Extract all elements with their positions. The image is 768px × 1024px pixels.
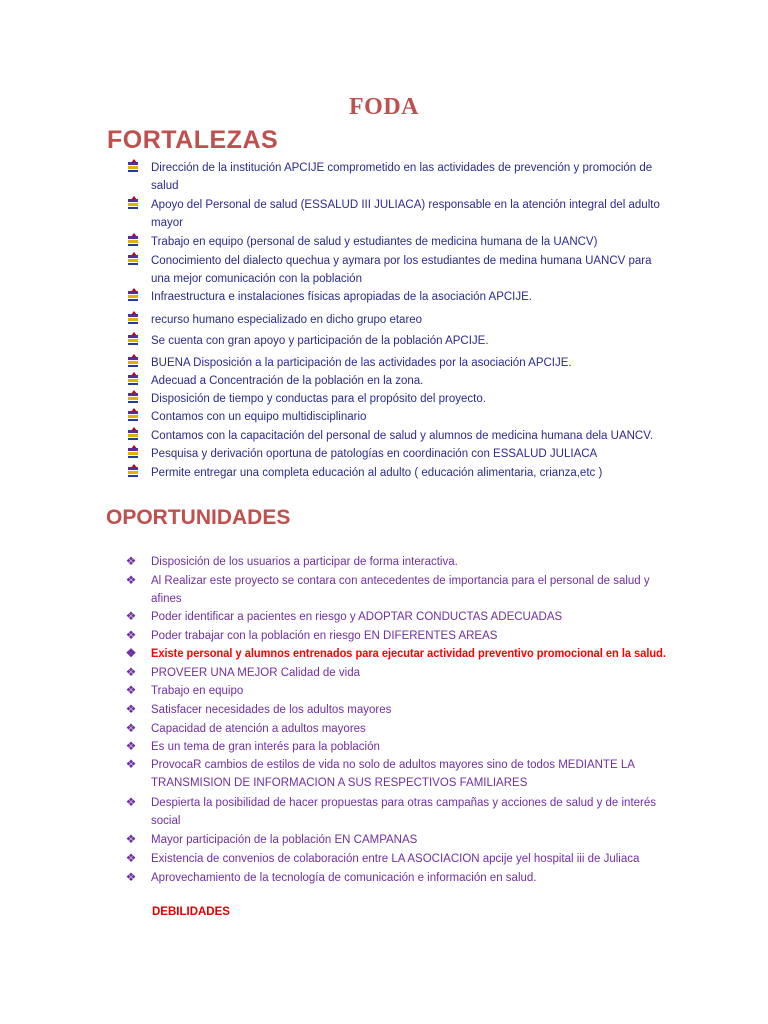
four-diamond-bullet-icon: ❖ [125, 851, 137, 865]
list-item: ❖ Es un tema de gran interés para la población [125, 739, 380, 753]
list-item: Apoyo del Personal de salud (ESSALUD III JULIACA) responsable en la atención integral del adulto mayor [151, 196, 661, 232]
stacked-arrow-bullet-icon [127, 235, 139, 247]
stacked-arrow-bullet-icon [127, 466, 139, 478]
stacked-arrow-bullet-icon [127, 392, 139, 404]
four-diamond-bullet-icon: ❖ [125, 554, 137, 568]
fortalezas-heading: FORTALEZAS [107, 126, 279, 154]
stacked-arrow-bullet-icon [127, 410, 139, 422]
list-item: Pesquisa y derivación oportuna de patologías en coordinación con ESSALUD JULIACA [151, 445, 661, 463]
four-diamond-bullet-icon: ❖ [125, 609, 137, 623]
four-diamond-bullet-icon: ❖ [125, 870, 137, 884]
list-item: Se cuenta con gran apoyo y participación de la población APCIJE. [151, 332, 661, 350]
stacked-arrow-bullet-icon [127, 290, 139, 302]
list-item: Infraestructura e instalaciones físicas apropiadas de la asociación APCIJE. [151, 288, 661, 306]
list-item: ❖ Capacidad de atención a adultos mayores [125, 721, 366, 735]
list-item: ❖ Despierta la posibilidad de hacer propuestas para otras campañas y acciones de salud y de interés social [125, 795, 657, 827]
list-item: ❖ ProvocaR cambios de estilos de vida no solo de adultos mayores sino de todos MEDIANTE LA TRANSMISION DE INFORMACION A SUS RESPECTIVOS FAMILIARES [125, 757, 635, 789]
four-diamond-bullet-icon: ❖ [125, 665, 137, 679]
debilidades-heading: DEBILIDADES [152, 906, 230, 918]
stacked-arrow-bullet-icon [127, 161, 139, 173]
stacked-arrow-bullet-icon [127, 356, 139, 368]
list-item: ❖ PROVEER UNA MEJOR Calidad de vida [125, 665, 360, 679]
document-title: FODA [349, 94, 419, 120]
four-diamond-bullet-icon: ❖ [125, 702, 137, 716]
list-item: ❖ Poder identificar a pacientes en riesgo y ADOPTAR CONDUCTAS ADECUADAS [125, 609, 563, 623]
stacked-arrow-bullet-icon [127, 334, 139, 346]
list-item: Disposición de tiempo y conductas para el propósito del proyecto. [151, 390, 661, 408]
four-diamond-bullet-icon: ❖ [125, 628, 137, 642]
stacked-arrow-bullet-icon [127, 447, 139, 459]
stacked-arrow-bullet-icon [127, 198, 139, 210]
list-item-highlight: ❖ Existe personal y alumnos entrenados para ejecutar actividad preventivo promocional en la salud. [125, 646, 666, 660]
list-item: ❖ Mayor participación de la población EN CAMPANAS [125, 832, 418, 846]
list-item: ❖ Aprovechamiento de la tecnología de comunicación e información en salud. [125, 870, 537, 884]
list-item: ❖ Poder trabajar con la población en riesgo EN DIFERENTES AREAS [125, 628, 498, 642]
four-diamond-bullet-icon: ❖ [125, 795, 137, 809]
list-item: Adecuad a Concentración de la población en la zona. [151, 372, 661, 390]
list-item: Permite entregar una completa educación al adulto ( educación alimentaria, crianza,etc ) [151, 464, 661, 482]
list-item: ❖ Trabajo en equipo [125, 683, 244, 697]
list-item: Conocimiento del dialecto quechua y aymara por los estudiantes de medina humana UANCV para una mejor comunicación con la población [151, 252, 661, 288]
four-diamond-bullet-icon: ❖ [125, 683, 137, 697]
list-item: Contamos con la capacitación del personal de salud y alumnos de medicina humana dela UANCV. [151, 427, 661, 445]
four-diamond-bullet-icon: ❖ [125, 573, 137, 587]
four-diamond-bullet-icon: ❖ [125, 721, 137, 735]
stacked-arrow-bullet-icon [127, 429, 139, 441]
list-item: recurso humano especializado en dicho grupo etareo [151, 311, 661, 329]
four-diamond-bullet-icon: ❖ [125, 646, 137, 660]
list-item: Contamos con un equipo multidisciplinario [151, 408, 661, 426]
oportunidades-heading: OPORTUNIDADES [106, 506, 291, 529]
four-diamond-bullet-icon: ❖ [125, 832, 137, 846]
list-item: ❖ Satisfacer necesidades de los adultos mayores [125, 702, 392, 716]
list-item: Trabajo en equipo (personal de salud y estudiantes de medicina humana de la UANCV) [151, 233, 661, 251]
list-item: Dirección de la institución APCIJE comprometido en las actividades de prevención y promoción de salud [151, 159, 661, 195]
list-item: ❖ Existencia de convenios de colaboración entre LA ASOCIACION apcije yel hospital iii de Juliaca [125, 851, 640, 865]
stacked-arrow-bullet-icon [127, 374, 139, 386]
four-diamond-bullet-icon: ❖ [125, 739, 137, 753]
four-diamond-bullet-icon: ❖ [125, 757, 137, 771]
list-item: BUENA Disposición a la participación de las actividades por la asociación APCIJE. [151, 354, 661, 372]
list-item: ❖ Al Realizar este proyecto se contara con antecedentes de importancia para el personal de salud y afines [125, 573, 650, 605]
stacked-arrow-bullet-icon [127, 254, 139, 266]
stacked-arrow-bullet-icon [127, 313, 139, 325]
list-item: ❖ Disposición de los usuarios a participar de forma interactiva. [125, 554, 458, 568]
